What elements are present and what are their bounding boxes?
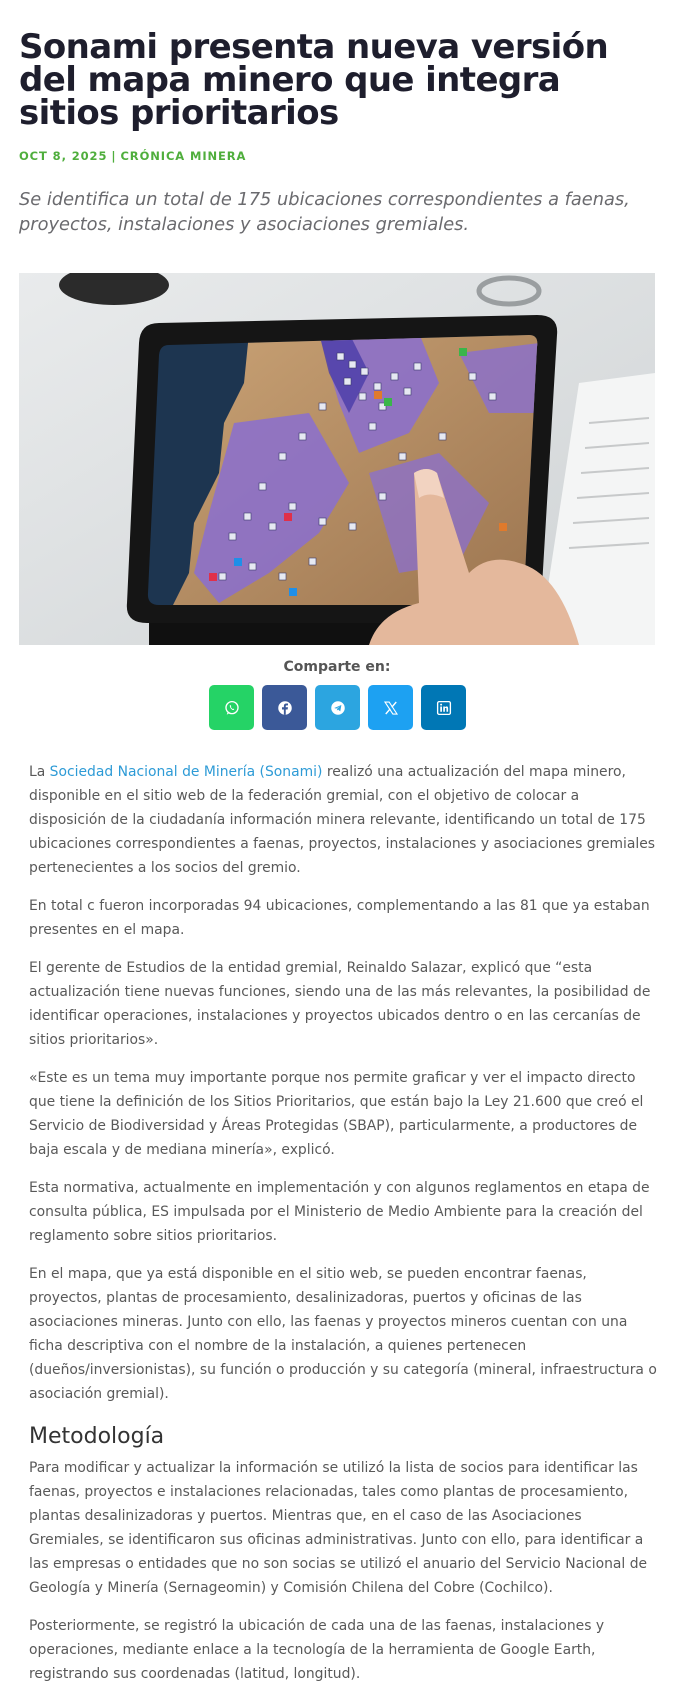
- body-text-span: realizó una actualización del mapa minero, disponible en el sitio web de la federación gremial, con el objetivo de colocar a disposición de la ciudadanía información minera relevante, identificando un total de 175 ubicaciones correspondientes a faenas, proyectos, instalaciones y asociaciones gremiales pertenecientes a los socios del gremio.: [29, 764, 656, 876]
- body-paragraph: [29, 760, 657, 880]
- article-body: [29, 760, 657, 1700]
- section-heading: Metodología: [29, 1424, 165, 1449]
- article-meta: [19, 149, 246, 163]
- telegram-icon: [329, 699, 347, 717]
- body-paragraph: «Este es un tema muy importante porque nos permite graficar y ver el impacto directo que tiene la definición de los Sitios Prioritarios, que están bajo la Ley 21.600 que creó el Servicio de Biodiversidad y Áreas Protegidas (SBAP), particularmente, a productores de baja escala y de mediana minería», explicó.: [29, 1070, 644, 1158]
- body-paragraph: Esta normativa, actualmente en implementación y con algunos reglamentos en etapa de consulta pública, ES impulsada por el Ministerio de Medio Ambiente para la creación del reglamento sobre sitios prioritarios.: [29, 1180, 650, 1244]
- linkedin-share-button[interactable]: [421, 685, 466, 730]
- body-paragraph: Posteriormente, se registró la ubicación de cada una de las faenas, instalaciones y operaciones, mediante enlace a la tecnología de la herramienta de Google Earth, registrando sus coordenadas (latitud, longitud).: [29, 1618, 605, 1682]
- body-paragraph: En el mapa, que ya está disponible en el sitio web, se pueden encontrar faenas, proyectos, plantas de procesamiento, desalinizadoras, puertos y oficinas de las asociaciones mineras. Junto con ello, las faenas y proyectos mineros cuentan con una ficha descriptiva con el nombre de la instalación, a quienes pertenecen (dueños/inversionistas), su función o producción y su categoría (mineral, infraestructura o asociación gremial).: [29, 1266, 657, 1402]
- article-category-link[interactable]: CRÓNICA MINERA: [120, 149, 247, 163]
- x-share-button[interactable]: [368, 685, 413, 730]
- article-date: OCT 8, 2025: [19, 149, 108, 163]
- whatsapp-icon: [223, 699, 241, 717]
- article-subtitle: Se identifica un total de 175 ubicaciones correspondientes a faenas, proyectos, instalaciones y asociaciones gremiales.: [19, 189, 630, 235]
- body-paragraph: El gerente de Estudios de la entidad gremial, Reinaldo Salazar, explicó que “esta actualización tiene nuevas funciones, siendo una de las más relevantes, la posibilidad de identificar operaciones, instalaciones y proyectos ubicados dentro o en las cercanías de sitios prioritarios».: [29, 960, 651, 1048]
- body-text-span: La: [29, 764, 50, 780]
- meta-separator: |: [111, 149, 117, 163]
- sonami-link[interactable]: Sociedad Nacional de Minería (Sonami): [49, 764, 323, 780]
- hero-image: [19, 273, 655, 645]
- whatsapp-share-button[interactable]: [209, 685, 254, 730]
- article-title: Sonami presenta nueva versión del mapa minero que integra sitios prioritarios: [19, 27, 609, 133]
- facebook-share-button[interactable]: [262, 685, 307, 730]
- telegram-share-button[interactable]: [315, 685, 360, 730]
- x-icon: [382, 699, 400, 717]
- share-label: Comparte en:: [283, 659, 391, 675]
- body-paragraph: Para modificar y actualizar la información se utilizó la lista de socios para identificar las faenas, proyectos e instalaciones relacionadas, tales como plantas de procesamiento, plantas desalinizadoras y puertos. Mientras que, en el caso de las Asociaciones Gremiales, se identificaron sus oficinas administrativas. Junto con ello, para identificar a las empresas o entidades que no son socias se utilizó el anuario del Servicio Nacional de Geología y Minería (Sernageomin) y Comisión Chilena del Cobre (Cochilco).: [29, 1460, 648, 1596]
- facebook-icon: [276, 699, 294, 717]
- body-paragraph: En total c fueron incorporadas 94 ubicaciones, complementando a las 81 que ya estaban presentes en el mapa.: [29, 898, 650, 938]
- share-buttons: [209, 685, 466, 730]
- linkedin-icon: [435, 699, 453, 717]
